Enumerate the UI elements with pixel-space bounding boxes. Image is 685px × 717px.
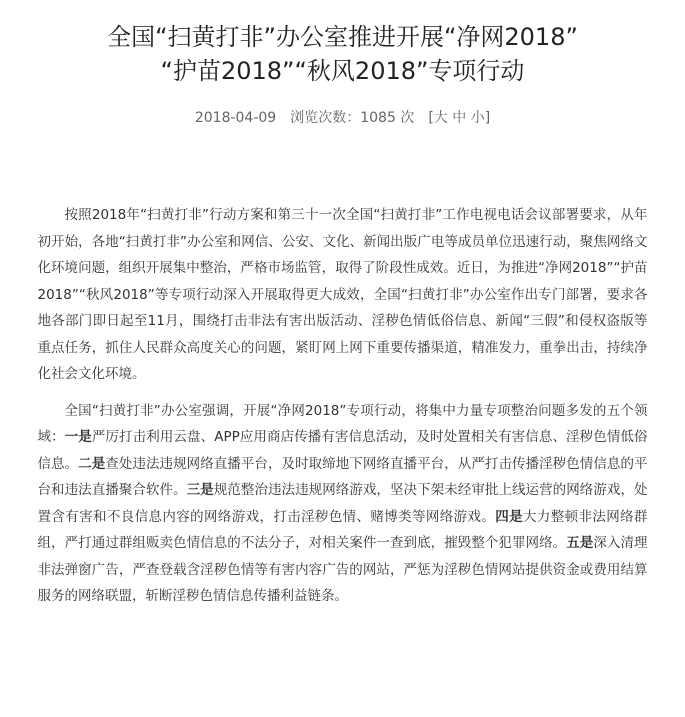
article-title-line-2: “护苗2018”“秋风2018”专项行动: [160, 57, 525, 85]
font-size-medium-link[interactable]: 中: [452, 110, 467, 126]
article-meta: [0, 108, 685, 128]
keyword-2: 二是: [78, 455, 106, 472]
font-size-small-link[interactable]: 小: [470, 110, 485, 126]
paragraph-2-intro: 全国“扫黄打非”办公室强调，开展“净网2018”专项行动，将集中力量专项整治问题多发的五个领域：: [37, 402, 648, 445]
point-3-text: 规范整治违法违规网络游戏，坚决下架未经审批上线运营的网络游戏，处置含有害和不良信息内容的网络游戏，打击淫秽色情、赌博类等网络游戏。: [37, 482, 648, 525]
font-size-large-link[interactable]: 大: [433, 110, 448, 126]
article-title: [0, 0, 685, 88]
article-body: [38, 128, 648, 610]
keyword-4: 四是: [495, 508, 524, 525]
font-size-control: [428, 110, 490, 126]
point-2-text: 查处违法违规网络直播平台，及时取缔地下网络直播平台，从严打击传播淫秽色情信息的平台和违法直播聚合软件。: [37, 455, 648, 498]
views-count: 1085: [360, 110, 396, 126]
font-size-bracket-close: ]: [484, 110, 491, 126]
point-1-text: 严厉打击利用云盘、APP应用商店传播有害信息活动，及时处置相关有害信息、淫秽色情低俗信息。: [37, 429, 648, 472]
publish-date: 2018-04-09: [194, 110, 277, 126]
paragraph-2: [38, 398, 648, 610]
keyword-1: 一是: [64, 429, 92, 445]
keyword-3: 三是: [186, 482, 214, 498]
views-label: 浏览次数：: [290, 110, 361, 126]
views-unit: 次: [400, 110, 415, 126]
font-size-bracket-open: [: [428, 110, 434, 126]
article-title-line-1: 全国“扫黄打非”办公室推进开展“净网2018”: [107, 23, 578, 51]
keyword-5: 五是: [566, 535, 594, 551]
paragraph-1: 按照2018年“扫黄打非”行动方案和第三十一次全国“扫黄打非”工作电视电话会议部署要求，从年初开始，各地“扫黄打非”办公室和网信、公安、文化、新闻出版广电等成员单位迅速行动，聚焦网络文化环境问题，组织开展集中整治，严格市场监管，取得了阶段性成效。近日，为推进“净网2018”“护苗2018”“秋风2018”等专项行动深入开展取得更大成效，全国“扫黄打非”办公室作出专门部署，要求各地各部门即日起至11月，围绕打击非法有害出版活动、淫秽色情低俗信息、新闻“三假”和侵权盗版等重点任务，抓住人民群众高度关心的问题，紧盯网上网下重要传播渠道，精准发力，重拳出击，持续净化社会文化环境。: [37, 207, 648, 382]
point-5-text: 深入清理非法弹窗广告，严查登载含淫秽色情等有害内容广告的网站，严惩为淫秽色情网站提供资金或费用结算服务的网络联盟，斩断淫秽色情信息传播利益链条。: [37, 535, 648, 604]
point-4-text: 大力整顿非法网络群组，严打通过群组贩卖色情信息的不法分子，对相关案件一查到底，摧毁整个犯罪网络。: [37, 508, 648, 551]
